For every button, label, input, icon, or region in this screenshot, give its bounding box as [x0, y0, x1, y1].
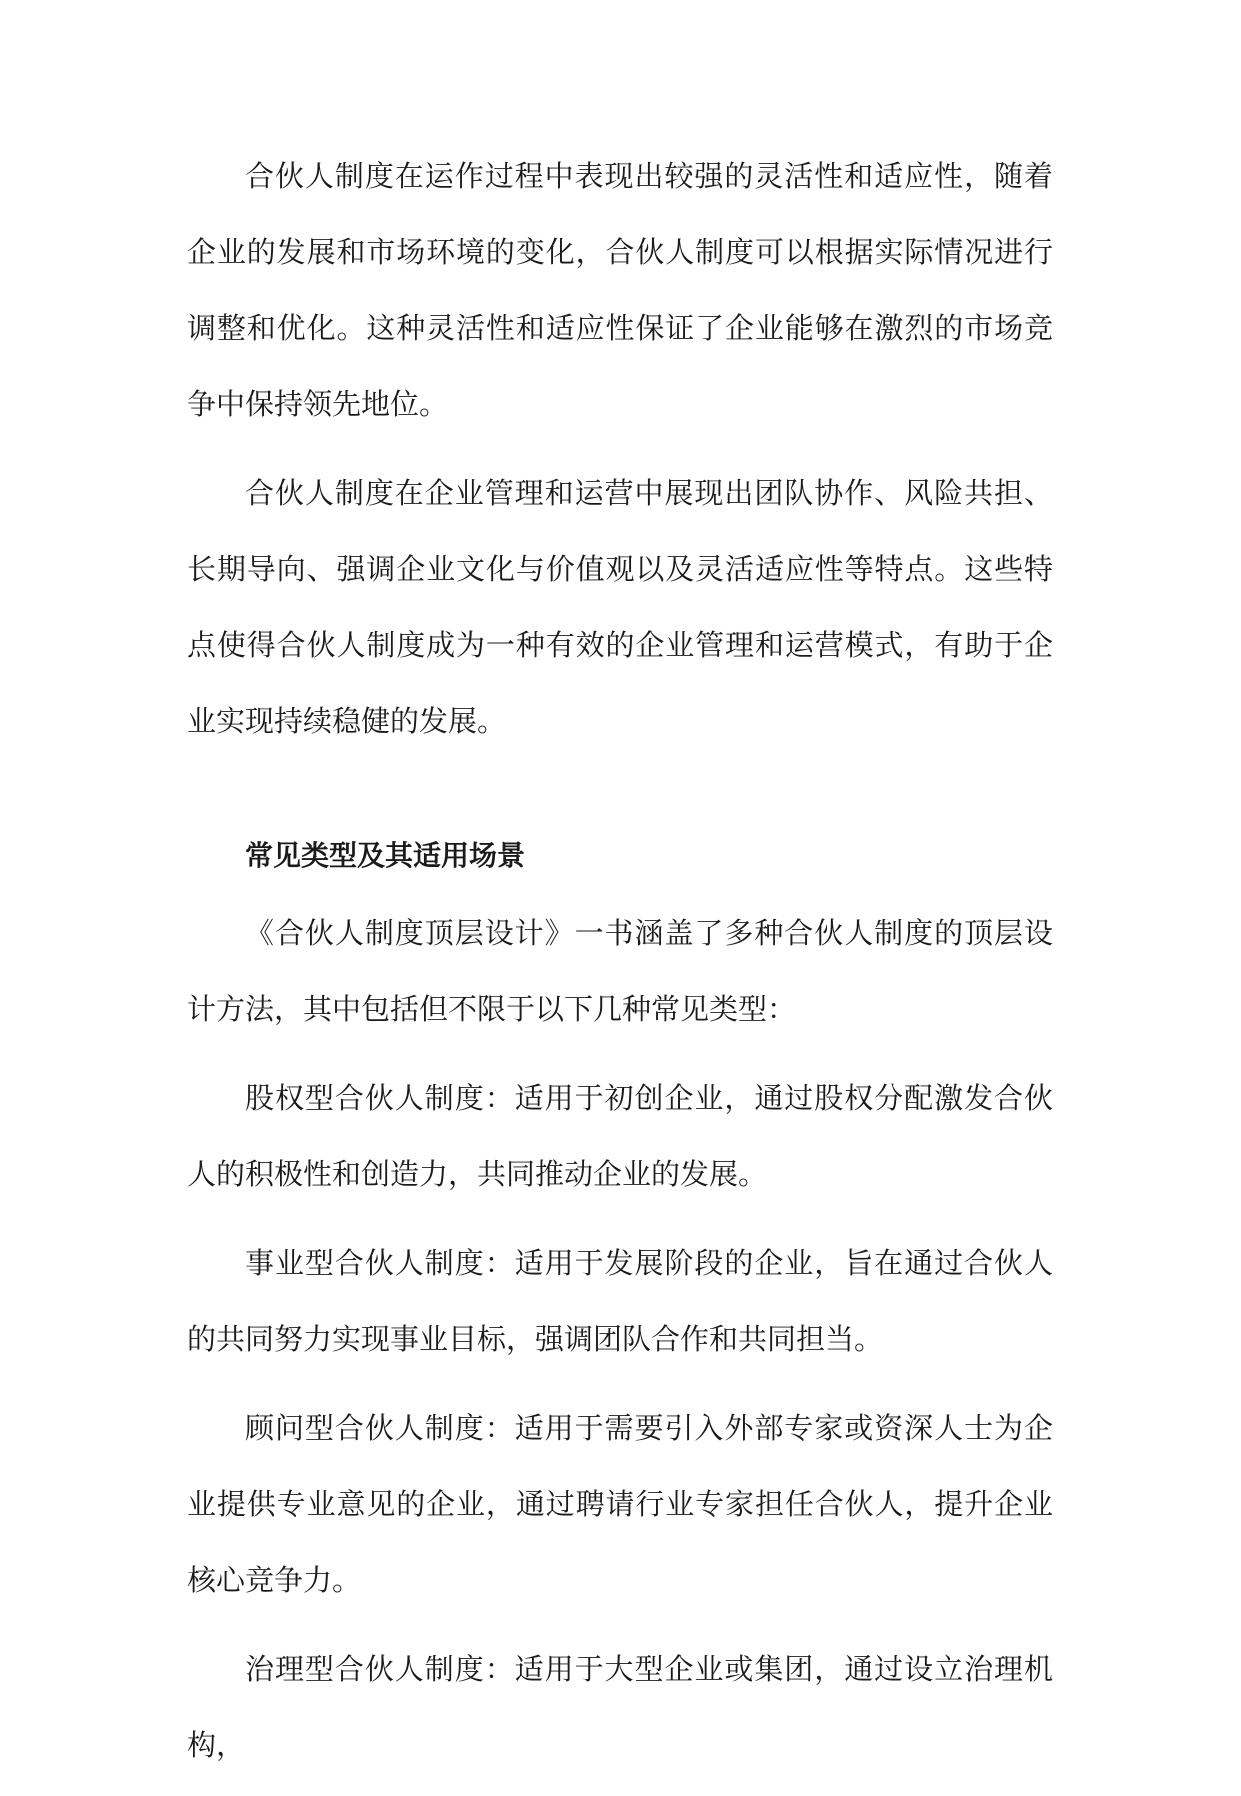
paragraph-business-type: 事业型合伙人制度：适用于发展阶段的企业，旨在通过合伙人的共同努力实现事业目标，强调团队合作和共同担当。 [187, 1246, 1053, 1356]
paragraph-advisor-type: 顾问型合伙人制度：适用于需要引入外部专家或资深人士为企业提供专业意见的企业，通过聘请行业专家担任合伙人，提升企业核心竞争力。 [187, 1411, 1053, 1597]
paragraph-flexibility: 合伙人制度在运作过程中表现出较强的灵活性和适应性，随着企业的发展和市场环境的变化，合伙人制度可以根据实际情况进行调整和优化。这种灵活性和适应性保证了企业能够在激烈的市场竞争中保持领先地位。 [187, 159, 1053, 421]
section-heading: 常见类型及其适用场景 [245, 839, 526, 872]
paragraph-summary: 合伙人制度在企业管理和运营中展现出团队协作、风险共担、长期导向、强调企业文化与价值观以及灵活适应性等特点。这些特点使得合伙人制度成为一种有效的企业管理和运营模式，有助于企业实现持续稳健的发展。 [187, 476, 1053, 738]
paragraph-governance-type: 治理型合伙人制度：适用于大型企业或集团，通过设立治理机构， [187, 1652, 1053, 1762]
paragraph-equity-type: 股权型合伙人制度：适用于初创企业，通过股权分配激发合伙人的积极性和创造力，共同推动企业的发展。 [187, 1081, 1053, 1191]
document-body [187, 138, 1053, 1796]
paragraph-intro: 《合伙人制度顶层设计》一书涵盖了多种合伙人制度的顶层设计方法，其中包括但不限于以下几种常见类型： [187, 916, 1053, 1026]
